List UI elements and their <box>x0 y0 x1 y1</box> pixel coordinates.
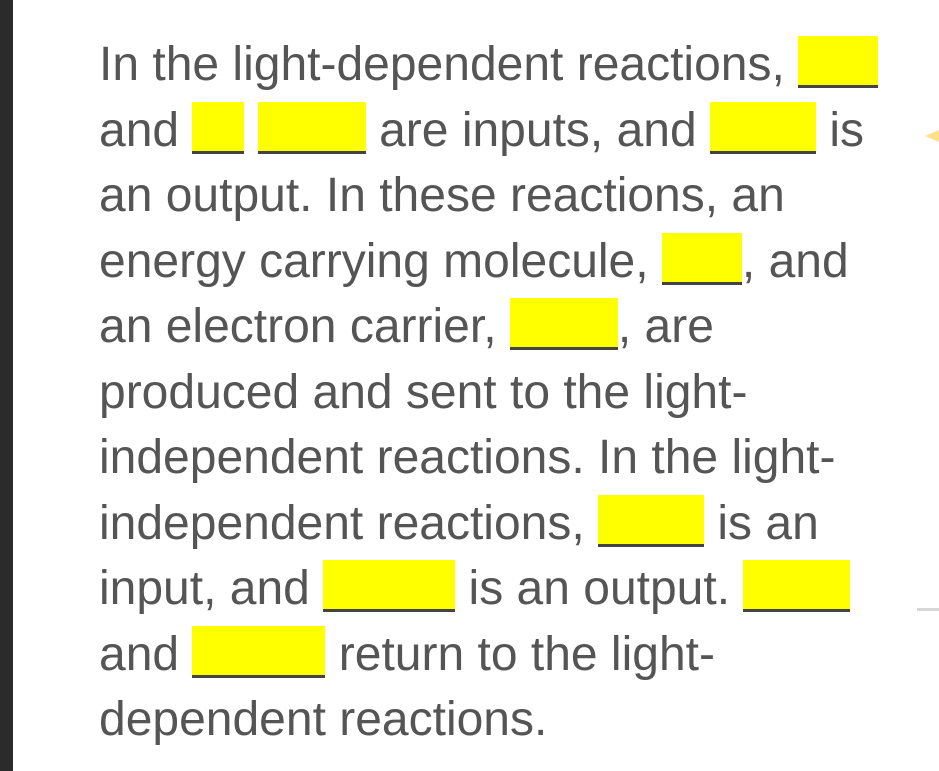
passage-text <box>244 104 257 157</box>
passage-text: , are <box>617 300 714 353</box>
highlighted-blank-2[interactable] <box>192 102 244 154</box>
passage-text: are inputs, and <box>365 103 710 157</box>
passage-text: energy carrying molecule, <box>99 234 662 288</box>
passage-line-1 <box>99 32 899 98</box>
highlighted-blank-9[interactable] <box>743 560 850 612</box>
highlighted-blank-3[interactable] <box>258 102 366 154</box>
passage-line-5 <box>99 294 899 360</box>
passage-text: , and <box>741 234 849 288</box>
passage-text: In the light-dependent reactions, <box>99 38 799 91</box>
passage-text: and <box>99 627 193 681</box>
highlighted-blank-10[interactable] <box>192 626 325 678</box>
passage-text: an output. In these reactions, an <box>99 169 785 222</box>
passage-text: dependent reactions. <box>99 693 548 746</box>
passage-line-4 <box>99 229 899 295</box>
passage-line-6 <box>99 360 899 426</box>
highlighted-blank-6[interactable] <box>510 298 618 350</box>
window-edge-bar <box>0 0 13 771</box>
highlighted-blank-4[interactable] <box>710 102 816 154</box>
highlighted-blank-8[interactable] <box>323 560 455 612</box>
passage-text: independent reactions, <box>99 496 599 550</box>
passage-line-2 <box>99 98 899 164</box>
passage-text: input, and <box>99 562 324 615</box>
highlighted-blank-7[interactable] <box>598 495 704 547</box>
passage-text: is an output. <box>455 562 744 615</box>
passage-line-9 <box>99 556 899 622</box>
passage-line-7 <box>99 425 899 491</box>
passage-line-10 <box>99 622 899 688</box>
passage-text: return to the light- <box>325 627 715 681</box>
collapse-arrow-icon[interactable] <box>925 130 939 142</box>
passage-text: an electron carrier, <box>99 300 510 353</box>
passage-line-3 <box>99 163 899 229</box>
passage-text: is <box>816 103 864 157</box>
highlighted-blank-1[interactable] <box>798 36 878 88</box>
passage-text: and <box>99 103 193 157</box>
passage-text: independent reactions. In the light- <box>99 431 836 484</box>
passage-line-11 <box>99 687 899 753</box>
highlighted-blank-5[interactable] <box>662 233 742 285</box>
fill-in-passage <box>99 32 899 753</box>
scroll-marker <box>917 608 939 611</box>
passage-line-8 <box>99 491 899 557</box>
passage-text: is an <box>704 496 819 550</box>
passage-text: produced and sent to the light- <box>99 365 748 419</box>
